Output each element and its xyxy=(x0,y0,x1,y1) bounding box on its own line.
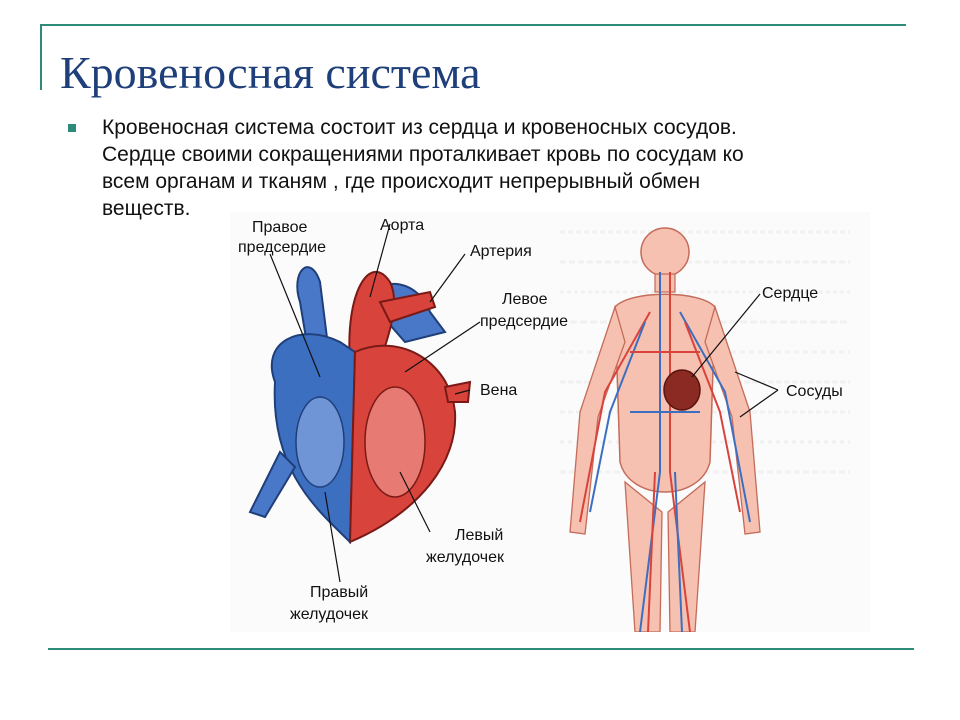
slide-body-text xyxy=(102,114,892,222)
circulatory-illustration xyxy=(230,212,870,632)
frame-left-line xyxy=(40,24,42,90)
label-right-atrium-2: предсердие xyxy=(238,239,327,256)
right-ventricle-chamber xyxy=(296,397,344,487)
label-vein: Вена xyxy=(480,382,518,399)
label-right-atrium: Правое xyxy=(252,219,308,236)
body-line: Кровеносная система состоит из сердца и кровеносных сосудов. xyxy=(102,116,737,139)
frame-top-line xyxy=(40,24,906,26)
frame-bottom-line xyxy=(48,648,914,650)
label-heart: Сердце xyxy=(762,285,819,302)
body-heart xyxy=(664,370,700,410)
body-head xyxy=(641,228,689,276)
label-aorta: Аорта xyxy=(380,217,425,234)
bullet-square-icon xyxy=(68,124,76,132)
label-left-ventricle-2: желудочек xyxy=(426,549,504,566)
label-left-atrium: Левое xyxy=(502,291,548,308)
label-vessels: Сосуды xyxy=(786,383,843,400)
body-line: веществ. xyxy=(102,197,191,220)
label-left-atrium-2: предсердие xyxy=(480,313,569,330)
body-neck xyxy=(655,274,675,292)
body-line: всем органам и тканям , где происходит непрерывный обмен xyxy=(102,170,701,193)
label-artery: Артерия xyxy=(470,243,532,260)
label-left-ventricle: Левый xyxy=(455,527,504,544)
body-line: Сердце своими сокращениями проталкивает кровь по сосудам ко xyxy=(102,143,744,166)
label-right-ventricle: Правый xyxy=(310,584,369,601)
slide-title: Кровеносная система xyxy=(60,47,481,98)
label-right-ventricle-2: желудочек xyxy=(290,606,368,623)
left-ventricle-chamber xyxy=(365,387,425,497)
